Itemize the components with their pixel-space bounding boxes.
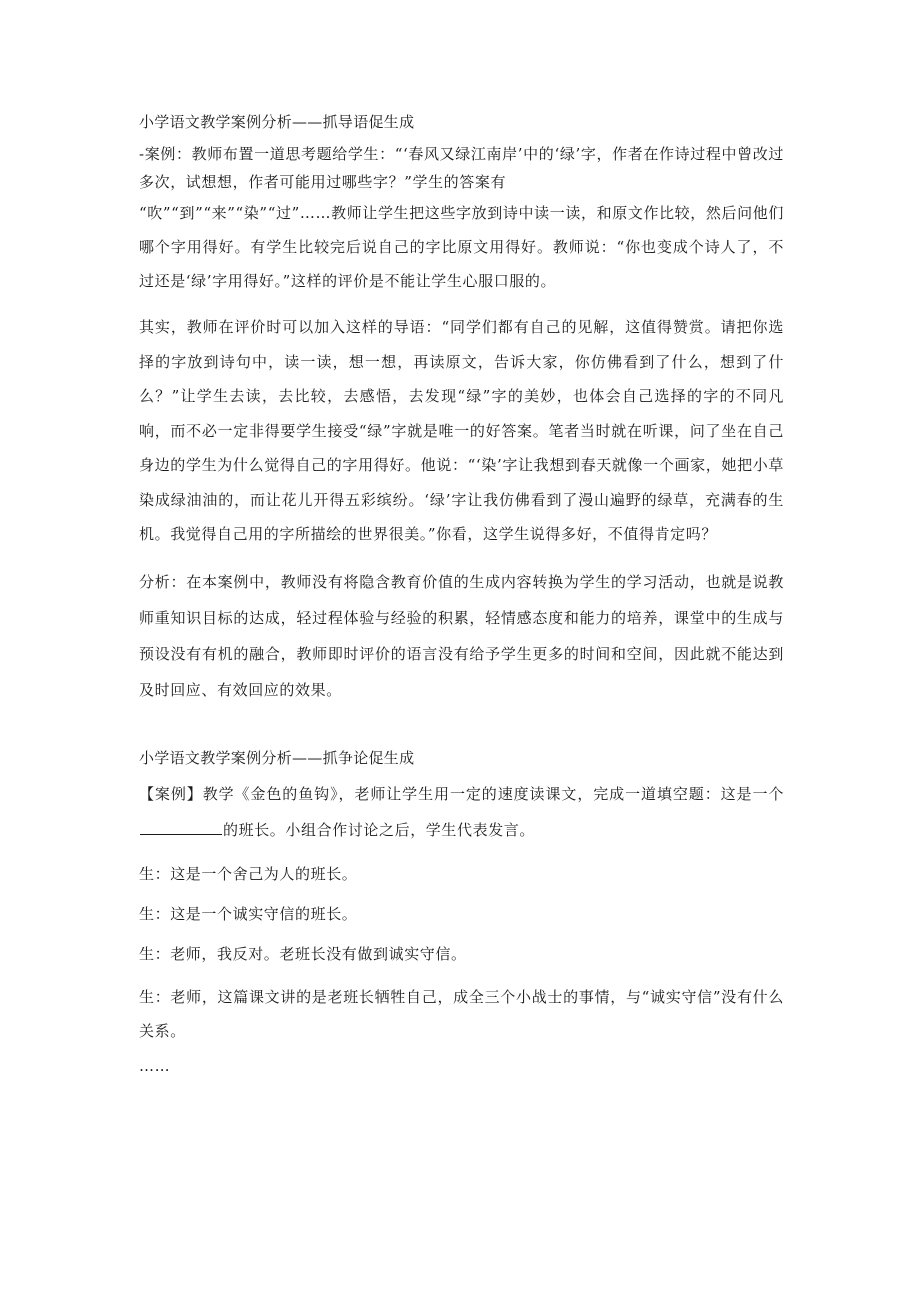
section2-case-text-1: 【案例】教学《金色的鱼钩》，老师让学生用一定的速度读课文，完成一道填空题：这是一个: [139, 784, 784, 803]
dialogue-line-2: 生：这是一个诚实守信的班长。: [139, 904, 358, 923]
section1-case-question: -案例：教师布置一道思考题给学生：“‘春风又绿江南岸’中的‘绿’字，作者在作诗过程中曾改过多次，试想想，作者可能用过哪些字？”学生的答案有: [139, 145, 784, 191]
dialogue-line-3: 生：老师，我反对。老班长没有做到诚实守信。: [139, 944, 467, 963]
section1-title: 小学语文教学案例分析——抓导语促生成: [139, 113, 415, 131]
section1-analysis: 分析：在本案例中，教师没有将隐含教育价值的生成内容转换为学生的学习活动，也就是说教师重知识目标的达成，轻过程体验与经验的积累，轻情感态度和能力的培养，课堂中的生成与预设没有有机的融合，教师即时评价的语言没有给予学生更多的时间和空间，因此就不能达到及时回应、有效回应的效果。: [139, 572, 784, 699]
document-page: [139, 112, 784, 1080]
section2-case: [139, 776, 784, 848]
ellipsis: ……: [139, 1056, 171, 1075]
section2-case-text-2: 的班长。小组合作讨论之后，学生代表发言。: [223, 820, 536, 839]
dialogue-line-1: 生：这是一个舍己为人的班长。: [139, 864, 358, 883]
section1-paragraph-guidance: 其实，教师在评价时可以加入这样的导语：“同学们都有自己的见解，这值得赞赏。请把你选择的字放到诗句中，读一读，想一想，再读原文，告诉大家，你仿佛看到了什么，想到了什么？”让学生去读，去比较，去感悟，去发现“绿”字的美妙，也体会自己选择的字的不同凡响，而不必一定非得要学生接受“绿”字就是唯一的好答案。笔者当时就在听课，问了坐在自己身边的学生为什么觉得自己的字用得好。他说：“‘染’字让我想到春天就像一个画家，她把小草染成绿油油的，而让花儿开得五彩缤纷。‘绿’字让我仿佛看到了漫山遍野的绿草，充满春的生机。我觉得自己用的字所描绘的世界很美。”你看，这学生说得多好，不值得肯定吗？: [139, 318, 784, 543]
fill-in-blank: [140, 820, 222, 835]
dialogue-line-4: 生：老师，这篇课文讲的是老班长牺牲自己，成全三个小战士的事情，与“诚实守信”没有什么关系。: [139, 987, 784, 1040]
section2-title: 小学语文教学案例分析——抓争论促生成: [139, 748, 415, 767]
section1-case-answers: “吹”“到”“来”“染”“过”……教师让学生把这些字放到诗中读一读，和原文作比较，然后问他们哪个字用得好。有学生比较完后说自己的字比原文用得好。教师说：“你也变成个诗人了，不过还是‘绿’字用得好。”这样的评价是不能让学生心服口服的。: [139, 204, 784, 290]
